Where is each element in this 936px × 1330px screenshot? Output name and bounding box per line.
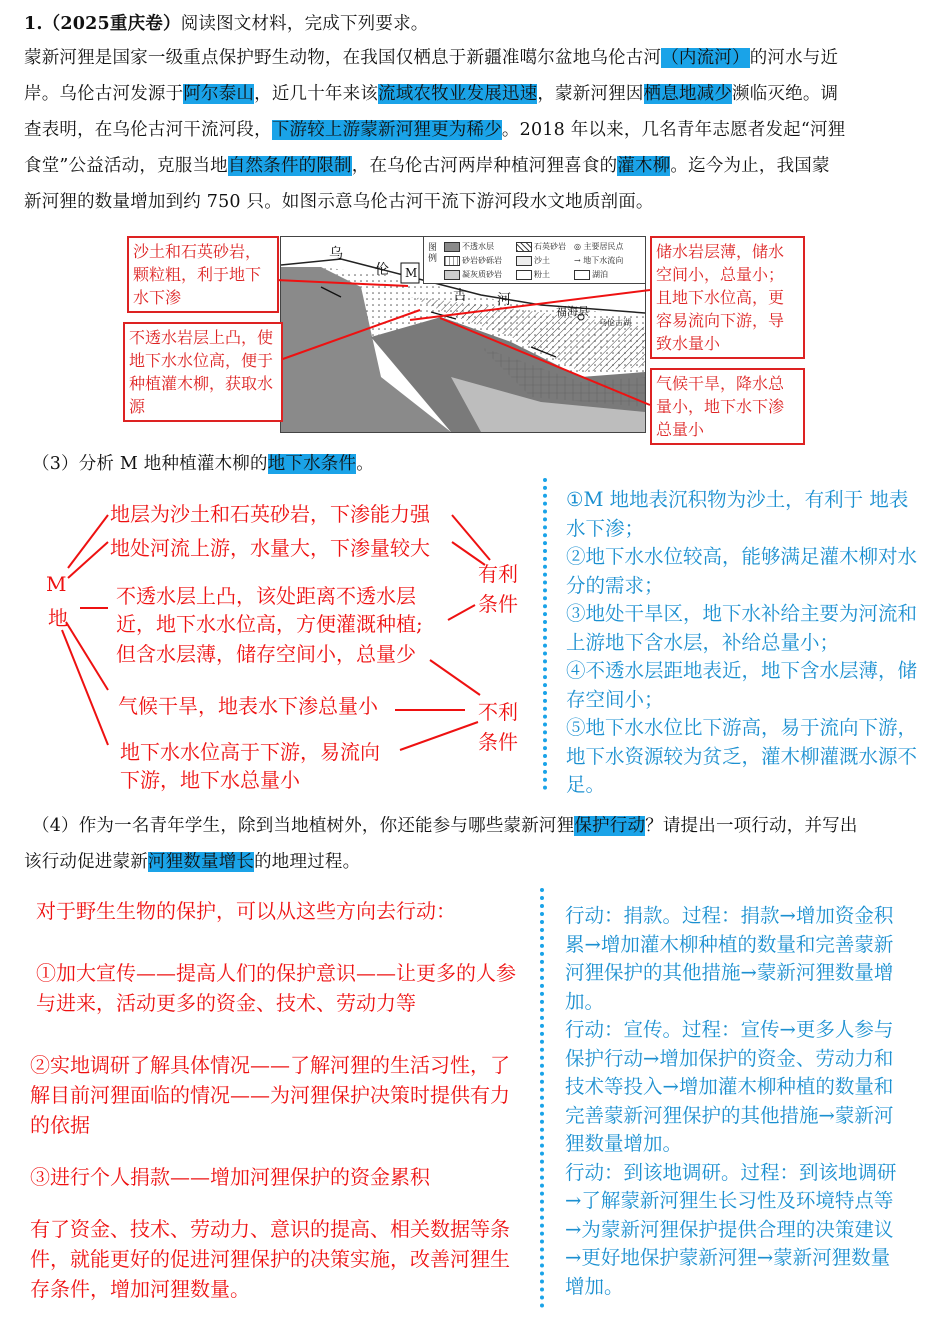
legend-box: 图例 不透水层 石英砂岩 ◎ 主要居民点 砂岩砂砾岩 沙土 → 地下水流向 凝灰质砂岩 粉土 湖泊 xyxy=(423,237,646,284)
label-m: M xyxy=(405,266,418,280)
mindmap-unfavorable: 条件 xyxy=(478,730,518,754)
highlight-habitat: 栖息地减少 xyxy=(643,84,733,104)
mindmap-factor: 地处河流上游，水量大，下渗量较大 xyxy=(110,536,430,560)
q4-text: （4）作为一名青年学生，除到当地植树外，你还能参与哪些蒙新河狸 xyxy=(32,816,575,836)
q3-highlight: 地下水条件 xyxy=(267,454,357,474)
q3-answer-item: ①M 地地表沉积物为沙土，有利于 地表水下渗； xyxy=(566,488,909,540)
q4-answer-item: 行动：宣传。过程：宣传→更多人参与 保护行动→增加保护的资金、劳动力和 技术等投入→增加灌木柳种植的数量和 完善蒙新河狸保护的其他措施→蒙新河 狸数量增加。 xyxy=(565,1018,894,1155)
material-text: 。2018 年以来，几名青年志愿者发起“河狸 xyxy=(501,120,846,140)
q4-notes-item: ③进行个人捐款——增加河狸保护的资金累积 xyxy=(30,1165,430,1189)
q3-answer xyxy=(566,486,922,800)
material-text: ，蒙新河狸因 xyxy=(537,84,644,104)
q3-answer-item: ③地处干旱区，地下水补给主要为河流和上游地下含水层，补给总量小； xyxy=(566,602,918,654)
legend-label: 凝灰质砂岩 xyxy=(462,270,502,279)
q4-highlight: 河狸数量增长 xyxy=(147,852,255,872)
material-text: ，近几十年来该 xyxy=(254,84,379,104)
mindmap-favorable: 有利 xyxy=(478,562,518,586)
question-3 xyxy=(32,446,922,482)
annotation-box-right2: 气候干旱，降水总量小，地下水下渗总量小 xyxy=(650,368,805,445)
arrow-line xyxy=(276,280,408,286)
q3-answer-item: ⑤地下水水位比下游高，易于流向下游，地下水资源较为贫乏，灌木柳灌溉水源不足。 xyxy=(566,716,918,796)
label-he: 河 xyxy=(497,292,511,308)
legend-label: 石英砂岩 xyxy=(534,242,566,251)
mindmap-favorable: 条件 xyxy=(478,592,518,616)
divider-q3 xyxy=(543,478,547,790)
mindmap-unfavorable: 不利 xyxy=(478,700,518,724)
label-wu: 乌 xyxy=(329,246,343,262)
legend-label: 不透水层 xyxy=(462,242,494,251)
material-text: 蒙新河狸是国家一级重点保护野生动物，在我国仅栖息于新疆准噶尔盆地乌伦古河 xyxy=(24,48,662,68)
highlight-endorheic: （内流河） xyxy=(661,48,750,68)
question-4 xyxy=(32,808,912,844)
mindmap-root: 地 xyxy=(48,606,68,630)
legend-label: 砂岩砂砾岩 xyxy=(462,256,502,265)
q4-notes-intro: 对于野生生物的保护，可以从这些方向去行动： xyxy=(36,899,456,923)
arrow-line xyxy=(280,310,420,360)
annotation-box-left2: 不透水岩层上凸，使地下水水位高，便于种植灌木柳，获取水源 xyxy=(123,322,283,422)
highlight-downstream: 下游较上游蒙新河狸更为稀少 xyxy=(271,120,502,140)
material-text: 新河狸的数量增加到约 750 只。如图示意乌伦古河干流下游河段水文地质剖面。 xyxy=(24,192,654,212)
question-4-line2 xyxy=(24,844,914,880)
arrow-line xyxy=(440,318,650,405)
mindmap-factor: 但含水层薄，储存空间小，总量少 xyxy=(116,642,416,666)
question-instruction: 阅读图文材料，完成下列要求。 xyxy=(180,14,429,34)
label-fuhai: 福海县 xyxy=(556,305,589,318)
q4-answer-item: 行动：到该地调研。过程：到该地调研 →了解蒙新河狸生长习性及环境特点等 →为蒙新河狸保护提供合理的决策建议 →更好地保护蒙新河狸→蒙新河狸数量 增加。 xyxy=(565,1160,897,1298)
material-text: 濒临灭绝。调 xyxy=(732,84,839,104)
highlight-willow: 灌木柳 xyxy=(617,156,671,176)
q4-notes-item: 有了资金、技术、劳动力、意识的提高、相关数据等条件，就能更好的促进河狸保护的决策实施，改善河狸生存条件，增加河狸数量。 xyxy=(30,1217,510,1301)
legend-label: 主要居民点 xyxy=(583,242,624,251)
material-text: 。迄今为止，我国蒙 xyxy=(670,156,830,176)
mindmap-arrow xyxy=(452,515,490,560)
question-number: 1. xyxy=(24,14,43,34)
highlight-altai: 阿尔泰山 xyxy=(183,84,255,104)
legend-label: 粉土 xyxy=(534,270,550,279)
q4-notes-item: ②实地调研了解具体情况——了解河狸的生活习性，了解目前河狸面临的情况——为河狸保护决策时提供有力的依据 xyxy=(30,1053,510,1137)
mindmap-arrow xyxy=(62,630,108,745)
mindmap-arrow xyxy=(400,722,478,750)
q3-end: 。 xyxy=(356,454,374,474)
material-text: 的河水与近 xyxy=(749,48,839,68)
arrow-line xyxy=(410,290,650,320)
mindmap-factor: 不透水层上凸，该处距离不透水层 xyxy=(116,584,416,608)
label-gu: 古 xyxy=(453,288,467,304)
highlight-agriculture: 流域农牧业发展迅速 xyxy=(378,84,538,104)
q3-text: （3）分析 M 地种植灌木柳的 xyxy=(32,454,268,474)
divider-q4 xyxy=(540,888,544,1308)
mindmap-root: M xyxy=(46,572,67,596)
q4-text: 该行动促进蒙新 xyxy=(24,852,148,872)
legend-label: 沙土 xyxy=(534,256,550,265)
label-lun: 伦 xyxy=(375,262,389,278)
q4-answer xyxy=(565,902,915,1301)
mindmap-factor: 地层为沙土和石英砂岩，下渗能力强 xyxy=(110,502,430,526)
mindmap-arrow xyxy=(448,605,475,620)
q4-answer-item: 行动：捐款。过程：捐款→增加资金积 累→增加灌木柳种植的数量和完善蒙新 河狸保护的其他措施→蒙新河狸数量增 加。 xyxy=(565,904,894,1013)
material-text: 查表明，在乌伦古河干流河段， xyxy=(24,120,272,140)
question-source: （2025重庆卷） xyxy=(42,14,181,34)
q3-answer-item: ②地下水水位较高，能够满足灌木柳对水分的需求； xyxy=(566,545,918,597)
material-text: 岸。乌伦古河发源于 xyxy=(24,84,184,104)
q3-answer-item: ④不透水层距地表近，地下含水层薄，储存空间小； xyxy=(566,659,918,711)
legend-label: 地下水流向 xyxy=(583,256,624,265)
mindmap-factor: 气候干旱，地表水下渗总量小 xyxy=(118,694,378,718)
annotation-box-left1: 沙土和石英砂岩，颗粒粗，利于地下水下渗 xyxy=(127,236,279,313)
q4-text: ？请提出一项行动，并写出 xyxy=(645,816,858,836)
label-lake: 乌伦古湖 xyxy=(599,318,631,327)
legend-title: 图例 xyxy=(428,243,438,264)
highlight-natural-limits: 自然条件的限制 xyxy=(227,156,352,176)
mindmap-factor: 近，地下水水位高，方便灌溉种植; xyxy=(116,612,423,636)
q4-notes-item: ①加大宣传——提高人们的保护意识——让更多的人参与进来，活动更多的资金、技术、劳动力等 xyxy=(36,961,516,1015)
legend-label: 湖泊 xyxy=(592,270,608,279)
q4-text: 的地理过程。 xyxy=(254,852,361,872)
q4-highlight: 保护行动 xyxy=(574,816,646,836)
annotation-box-right1: 储水岩层薄，储水空间小，总量小；且地下水位高，更容易流向下游，导致水量小 xyxy=(650,236,805,359)
mindmap-arrow xyxy=(430,660,480,695)
material-text: 食堂”公益活动，克服当地 xyxy=(24,156,228,176)
material-text: ，在乌伦古河两岸种植河狸喜食的 xyxy=(351,156,618,176)
mindmap-factor: 下游，地下水总量小 xyxy=(120,768,300,792)
mindmap-factor: 地下水水位高于下游，易流向 xyxy=(120,740,380,764)
